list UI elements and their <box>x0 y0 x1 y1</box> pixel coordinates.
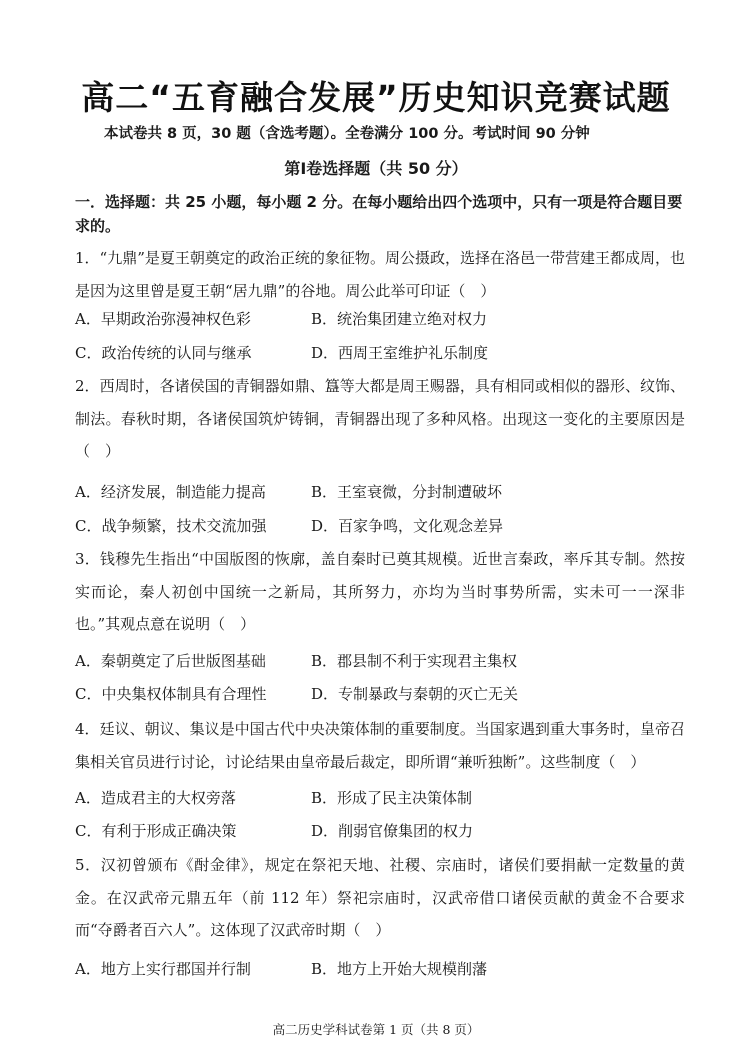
option-c: C．政治传统的认同与继承 <box>75 344 252 362</box>
question-4: 4．廷议、朝议、集议是中国古代中央决策体制的重要制度。当国家遇到重大事务时，皇帝召集相关官员进行讨论，讨论结果由皇帝最后裁定，即所谓“兼听独断”。这些制度（ ） <box>75 720 685 771</box>
exam-subtitle: 本试卷共 8 页，30 题（含选考题）。全卷满分 100 分。考试时间 90 分钟 <box>104 126 590 142</box>
option-b: B．王室衰微，分封制遭破坏 <box>311 483 503 501</box>
option-a: A．经济发展，制造能力提高 <box>75 483 266 501</box>
option-d: D．削弱官僚集团的权力 <box>311 822 474 840</box>
option-b: B．地方上开始大规模削藩 <box>311 960 488 978</box>
option-d: D．百家争鸣，文化观念差异 <box>311 517 504 535</box>
question-1: 1．“九鼎”是夏王朝奠定的政治正统的象征物。周公摄政，选择在洛邑一带营建王都成周，也是因为这里曾是夏王朝“居九鼎”的谷地。周公此举可印证（ ） <box>75 249 685 300</box>
option-a: A．早期政治弥漫神权色彩 <box>75 310 251 328</box>
option-a: A．地方上实行郡国并行制 <box>75 960 251 978</box>
option-c: C．战争频繁，技术交流加强 <box>75 517 267 535</box>
question-3: 3．钱穆先生指出“中国版图的恢廓，盖自秦时已奠其规模。近世言秦政，率斥其专制。然按实而论，秦人初创中国统一之新局，其所努力，亦均为当时事势所需，实未可一一深非也。”其观点意在说明（ ） <box>75 550 685 633</box>
question-5: 5．汉初曾颁布《酎金律》，规定在祭祀天地、社稷、宗庙时，诸侯们要捐献一定数量的黄金。在汉武帝元鼎五年（前 112 年）祭祀宗庙时，汉武帝借口诸侯贡献的黄金不合要求而“夺爵者百六人”。这体现了汉武帝时期（ ） <box>75 856 685 939</box>
exam-title: 高二“五育融合发展”历史知识竞赛试题 <box>81 78 671 117</box>
option-d: D．西周王室维护礼乐制度 <box>311 344 489 362</box>
option-c: C．有利于形成正确决策 <box>75 822 237 840</box>
page-footer: 高二历史学科试卷第 1 页（共 8 页） <box>272 1022 480 1037</box>
part-title: 第Ⅰ卷选择题（共 50 分） <box>284 159 468 178</box>
section-instruction: 一．选择题：共 25 小题，每小题 2 分。在每小题给出四个选项中，只有一项是符合题目要求的。 <box>75 193 683 235</box>
option-b: B．形成了民主决策体制 <box>311 789 473 807</box>
option-b: B．郡县制不利于实现君主集权 <box>311 652 518 670</box>
option-a: A．造成君主的大权旁落 <box>75 789 236 807</box>
option-a: A．秦朝奠定了后世版图基础 <box>75 652 266 670</box>
question-2: 2．西周时，各诸侯国的青铜器如鼎、簋等大都是周王赐器，具有相同或相似的器形、纹饰、制法。春秋时期，各诸侯国筑炉铸铜，青铜器出现了多种风格。出现这一变化的主要原因是（ ） <box>75 377 685 460</box>
option-d: D．专制暴政与秦朝的灭亡无关 <box>311 685 519 703</box>
option-b: B．统治集团建立绝对权力 <box>311 310 488 328</box>
option-c: C．中央集权体制具有合理性 <box>75 685 267 703</box>
